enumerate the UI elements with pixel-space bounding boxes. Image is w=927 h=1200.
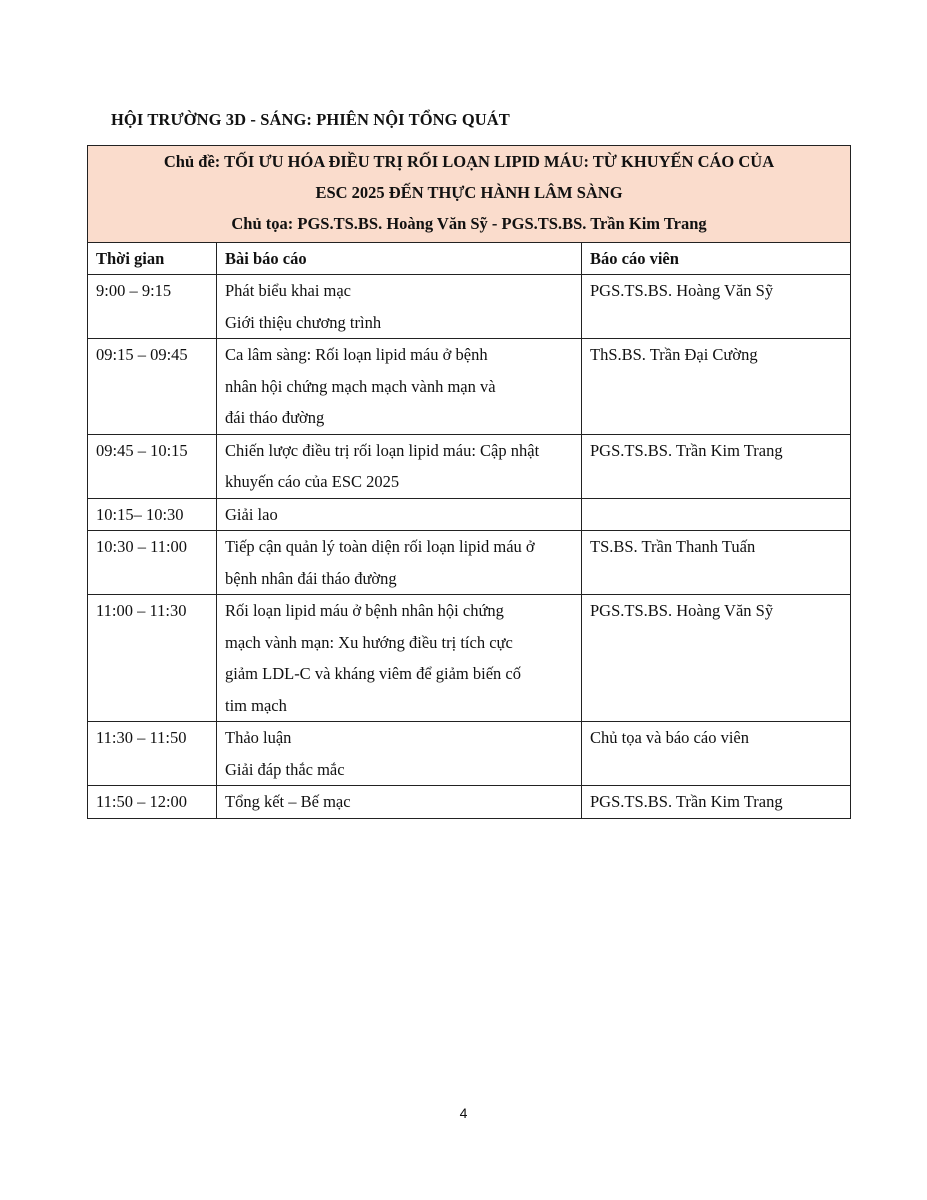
speaker-cell: ThS.BS. Trần Đại Cường xyxy=(582,339,851,435)
time-cell: 10:30 – 11:00 xyxy=(88,531,217,595)
topic-cell xyxy=(217,786,582,819)
topic-line: Tổng kết – Bế mạc xyxy=(225,792,351,811)
table-row xyxy=(88,786,851,819)
topic-line: nhân hội chứng mạch mạch vành mạn và xyxy=(225,376,496,396)
topic-line: tim mạch xyxy=(225,695,287,715)
time-cell: 09:45 – 10:15 xyxy=(88,434,217,498)
table-row xyxy=(88,498,851,531)
topic-line: đái tháo đường xyxy=(225,408,325,427)
speaker-cell: TS.BS. Trần Thanh Tuấn xyxy=(582,531,851,595)
table-row xyxy=(88,434,851,498)
topic-banner-cell xyxy=(88,146,851,243)
topic-line: Giải lao xyxy=(225,504,278,524)
column-header-speaker: Báo cáo viên xyxy=(582,243,851,275)
column-header-topic: Bài báo cáo xyxy=(217,243,582,275)
topic-line: Chiến lược điều trị rối loạn lipid máu: Cập nhật xyxy=(225,440,540,460)
hall-title: HỘI TRƯỜNG 3D - SÁNG: PHIÊN NỘI TỔNG QUÁT xyxy=(111,110,510,129)
table-row xyxy=(88,595,851,722)
topic-line: Giải đáp thắc mắc xyxy=(225,759,345,779)
topic-cell xyxy=(217,498,582,531)
topic-cell xyxy=(217,275,582,339)
time-cell: 09:15 – 09:45 xyxy=(88,339,217,435)
time-cell: 9:00 – 9:15 xyxy=(88,275,217,339)
time-cell: 11:50 – 12:00 xyxy=(88,786,217,819)
speaker-cell xyxy=(582,498,851,531)
time-cell: 11:00 – 11:30 xyxy=(88,595,217,722)
topic-line: Giới thiệu chương trình xyxy=(225,312,382,332)
table-row xyxy=(88,531,851,595)
chairs-line: Chủ tọa: PGS.TS.BS. Hoàng Văn Sỹ - PGS.TS.BS. Trần Kim Trang xyxy=(231,214,707,233)
column-header-time: Thời gian xyxy=(88,243,217,275)
speaker-cell: PGS.TS.BS. Hoàng Văn Sỹ xyxy=(582,595,851,722)
speaker-cell: PGS.TS.BS. Hoàng Văn Sỹ xyxy=(582,275,851,339)
topic-cell xyxy=(217,339,582,435)
page-number: 4 xyxy=(459,1105,468,1121)
topic-cell xyxy=(217,531,582,595)
table-row xyxy=(88,722,851,786)
speaker-cell: Chủ tọa và báo cáo viên xyxy=(582,722,851,786)
topic-title-line-1: Chủ đề: TỐI ƯU HÓA ĐIỀU TRỊ RỐI LOẠN LIPID MÁU: TỪ KHUYẾN CÁO CỦA xyxy=(163,152,775,171)
program-table xyxy=(87,145,851,819)
column-header-row xyxy=(88,243,851,275)
topic-title-line-2: ESC 2025 ĐẾN THỰC HÀNH LÂM SÀNG xyxy=(315,183,623,202)
topic-banner xyxy=(88,146,851,243)
topic-line: Rối loạn lipid máu ở bệnh nhân hội chứng xyxy=(225,601,504,620)
speaker-cell: PGS.TS.BS. Trần Kim Trang xyxy=(582,786,851,819)
speaker-cell: PGS.TS.BS. Trần Kim Trang xyxy=(582,434,851,498)
time-cell: 10:15– 10:30 xyxy=(88,498,217,531)
topic-line: khuyến cáo của ESC 2025 xyxy=(225,472,400,491)
topic-line: giảm LDL-C và kháng viêm để giảm biến cố xyxy=(225,664,522,683)
topic-line: bệnh nhân đái tháo đường xyxy=(225,568,397,588)
topic-cell xyxy=(217,722,582,786)
time-cell: 11:30 – 11:50 xyxy=(88,722,217,786)
table-row xyxy=(88,275,851,339)
table-row xyxy=(88,339,851,435)
topic-line: Tiếp cận quản lý toàn diện rối loạn lipid máu ở xyxy=(225,537,535,556)
topic-line: Phát biểu khai mạc xyxy=(225,281,352,300)
topic-cell xyxy=(217,595,582,722)
topic-cell xyxy=(217,434,582,498)
topic-line: Thảo luận xyxy=(225,728,292,747)
topic-line: mạch vành mạn: Xu hướng điều trị tích cực xyxy=(225,632,513,652)
topic-line: Ca lâm sàng: Rối loạn lipid máu ở bệnh xyxy=(225,345,488,364)
